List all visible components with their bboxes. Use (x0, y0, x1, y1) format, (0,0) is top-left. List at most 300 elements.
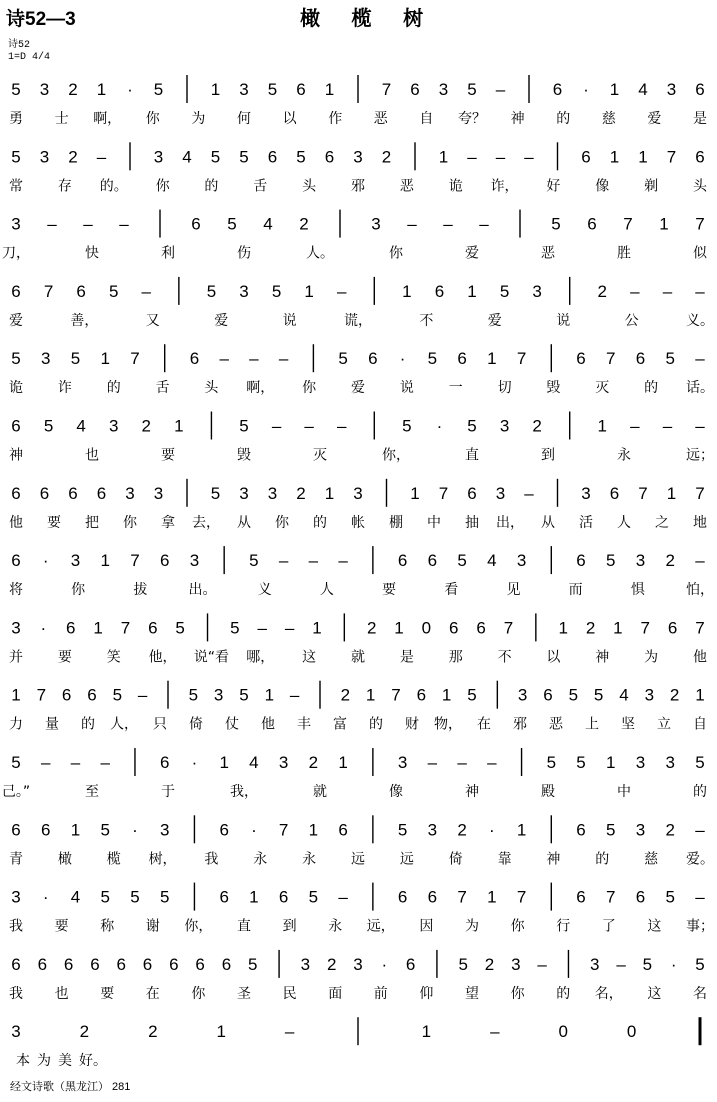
note: 7 (381, 80, 392, 99)
lyric-syllable: 爱 (351, 380, 365, 397)
note: 1 (695, 685, 705, 705)
lyric-syllable: 人 (617, 514, 631, 531)
note: 5 (606, 551, 616, 571)
lyric-syllable: 力 (9, 716, 23, 733)
lyric-syllable: 的 (369, 716, 383, 733)
lyric-syllable: 本 (16, 1053, 30, 1070)
note: 6 (39, 483, 50, 503)
lyric-syllable: 你 (510, 918, 525, 935)
note: 5 (695, 954, 705, 974)
lyric-syllable: 话。 (686, 380, 714, 397)
lyric-syllable: 称 (100, 918, 115, 935)
lyric-syllable: 爱 (214, 312, 229, 329)
note: 6 (195, 954, 205, 974)
lyric-syllable: 为 (191, 111, 206, 127)
lyric-syllable: 就 (313, 784, 327, 800)
note: 1 (304, 281, 314, 301)
lyric-syllable: 的。 (99, 178, 128, 195)
note: 3 (590, 954, 600, 974)
note: 3 (41, 349, 51, 369)
lyric-syllable: 也 (85, 447, 99, 464)
lyric-syllable: 诈， (490, 178, 519, 195)
lyric-syllable: 神 (510, 111, 525, 127)
note: 1 (394, 618, 404, 638)
lyric-syllable: 的 (556, 985, 571, 1002)
lyric-syllable: 诈 (57, 380, 72, 397)
note: 6 (581, 147, 591, 167)
lyric-syllable: 舌 (253, 178, 268, 195)
note: – (100, 753, 110, 772)
note: 7 (43, 281, 54, 301)
lyric-syllable: 我 (204, 851, 219, 868)
note: 3 (70, 551, 81, 571)
lyric-syllable: 不 (419, 312, 434, 329)
note: – (257, 618, 267, 638)
note: 2 (457, 820, 467, 840)
note: 5 (267, 80, 278, 99)
lyric-syllable: 把 (85, 514, 99, 531)
lyric-syllable: 这 (302, 649, 317, 666)
lyric-syllable: 倚 (189, 716, 203, 733)
note: 5 (43, 416, 54, 436)
note: 2 (148, 1022, 158, 1042)
note: 6 (552, 80, 563, 99)
note: 6 (695, 147, 705, 167)
note: 6 (338, 820, 348, 840)
lyric-syllable: 美 (58, 1053, 72, 1070)
lyric-syllable: 他 (9, 514, 23, 531)
lyric-syllable: 作 (328, 111, 343, 127)
note: 5 (338, 349, 348, 369)
note: 7 (516, 349, 527, 369)
lyric-syllable: 物， (434, 716, 462, 733)
lyric-syllable: 哪， (246, 649, 275, 666)
note: 6 (189, 349, 200, 369)
note: 2 (366, 618, 377, 638)
note: 2 (308, 753, 319, 772)
note: 6 (576, 551, 586, 571)
note: 1 (93, 618, 103, 638)
note: 7 (36, 685, 47, 705)
lyric-syllable: 他 (261, 716, 275, 733)
note: 6 (76, 281, 86, 301)
note: 1 (210, 80, 221, 99)
lyric-syllable: 像 (595, 178, 610, 195)
note: – (96, 147, 107, 167)
note: · (670, 954, 677, 974)
note: 3 (666, 80, 677, 99)
lyric-syllable: 直 (237, 918, 251, 935)
note: 3 (153, 483, 164, 503)
note: 6 (667, 618, 678, 638)
lyric-syllable: 他， (148, 649, 177, 666)
note: – (249, 349, 259, 369)
note: – (137, 685, 148, 705)
note: 3 (125, 483, 135, 503)
note: 2 (665, 820, 675, 840)
lyric-syllable: 我 (9, 918, 23, 935)
note: 3 (353, 483, 363, 503)
note: 3 (159, 820, 170, 840)
lyric-syllable: 灭 (595, 380, 610, 397)
note: 1 (666, 483, 677, 503)
lyric-syllable: 胜 (617, 245, 631, 262)
note: – (336, 416, 347, 436)
note: 1 (100, 349, 110, 369)
note: 5 (665, 349, 675, 369)
lyric-syllable: 远 (399, 851, 414, 868)
note: 6 (695, 80, 705, 99)
lyric-syllable: 勇 (9, 111, 23, 127)
lyric-syllable: 你， (184, 918, 213, 935)
note: 1 (613, 618, 623, 638)
note: 5 (427, 349, 438, 369)
note: 4 (182, 147, 192, 167)
note: · (42, 887, 49, 907)
song-number-label: 诗52—3 (6, 9, 76, 30)
note: 6 (397, 551, 408, 571)
lyric-syllable: 这 (647, 985, 662, 1002)
note: 5 (70, 349, 81, 369)
note: 7 (606, 349, 616, 369)
lyric-syllable: 是 (399, 649, 414, 666)
note: 5 (458, 954, 468, 974)
lyric-syllable: 为 (465, 918, 479, 935)
lyric-syllable: 人。 (306, 245, 334, 262)
lyric-syllable: 你 (155, 178, 170, 195)
lyric-syllable: 而 (568, 582, 583, 599)
lyric-syllable: 抽 (465, 514, 479, 531)
note: 3 (427, 820, 438, 840)
lyric-syllable: 倚 (448, 851, 463, 868)
note: 3 (11, 887, 21, 907)
note: 6 (609, 483, 620, 503)
lyric-syllable: 这 (647, 918, 662, 935)
lyric-syllable: 的 (595, 851, 610, 868)
note: 5 (112, 685, 123, 705)
note: 2 (597, 281, 608, 301)
note: 6 (368, 349, 378, 369)
note: 7 (130, 349, 140, 369)
note: 6 (219, 820, 229, 840)
lyric-syllable: 头 (204, 380, 219, 397)
note: 6 (576, 887, 586, 907)
lyric-syllable: 好 (546, 178, 561, 195)
note: 6 (169, 954, 179, 974)
lyric-syllable: 神 (9, 447, 23, 464)
note: 6 (278, 887, 289, 907)
note: 3 (11, 618, 21, 638)
note: 2 (68, 147, 78, 167)
note: 2 (141, 416, 152, 436)
lyric-syllable: 灭 (313, 447, 327, 464)
note: 1 (487, 349, 497, 369)
note: 5 (153, 80, 164, 99)
lyric-syllable: 从 (541, 514, 555, 531)
note: · (191, 753, 198, 772)
lyric-syllable: 看 (444, 582, 459, 599)
note: 4 (638, 80, 648, 99)
note: 6 (63, 954, 74, 974)
note: 6 (427, 887, 438, 907)
lyric-syllable: 圣 (237, 985, 251, 1002)
note: – (443, 214, 453, 234)
note: 3 (153, 147, 164, 167)
note: 1 (441, 685, 452, 705)
lyric-syllable: 远； (686, 447, 714, 464)
note: 1 (659, 214, 669, 234)
note: – (630, 281, 640, 301)
lyric-syllable: 面 (328, 985, 343, 1002)
note: 5 (308, 887, 319, 907)
note: 6 (427, 551, 438, 571)
lyric-syllable: 善， (70, 312, 99, 329)
note: 1 (487, 887, 497, 907)
note: 6 (37, 954, 48, 974)
lyric-syllable: 富 (333, 716, 347, 733)
lyric-syllable: 名， (594, 985, 623, 1002)
lyric-syllable: 要 (47, 514, 61, 531)
lyric-syllable: 神 (595, 649, 610, 666)
lyric-syllable: 你， (382, 447, 410, 464)
lyric-syllable: 舌 (155, 380, 170, 397)
note: 2 (79, 1022, 90, 1042)
note: 6 (267, 147, 278, 167)
note: 6 (11, 954, 21, 974)
note: 1 (410, 483, 420, 503)
note: 5 (467, 416, 477, 436)
note: 7 (695, 618, 705, 638)
note: 3 (371, 214, 381, 234)
note: 3 (11, 214, 21, 234)
note: 6 (576, 820, 586, 840)
lyric-syllable: 要 (54, 918, 69, 935)
song-title: 橄 榄 树 (300, 8, 426, 30)
lyric-syllable: 存 (57, 178, 72, 195)
lyric-syllable: 永 (253, 851, 268, 868)
lyric-syllable: 量 (45, 716, 59, 733)
lyric-syllable: 诡 (9, 380, 23, 397)
lyric-syllable: 神 (465, 784, 479, 800)
lyric-syllable: 快 (85, 245, 99, 262)
note: 3 (495, 483, 506, 503)
note: 5 (210, 147, 221, 167)
lyric-syllable: 剃 (644, 178, 659, 195)
lyric-syllable: 青 (9, 851, 23, 868)
note: 3 (499, 416, 510, 436)
note: 3 (353, 147, 363, 167)
note: – (630, 416, 640, 436)
lyric-syllable: 了 (601, 918, 616, 935)
lyric-syllable: 不 (497, 649, 512, 666)
lyric-syllable: 财 (405, 716, 419, 733)
lyric-syllable: 士 (54, 111, 69, 127)
note: 1 (597, 416, 608, 436)
note: 5 (248, 954, 258, 974)
lyric-syllable: 你 (389, 245, 403, 262)
lyric-syllable: 的 (81, 716, 95, 733)
note: 3 (267, 483, 278, 503)
lyric-syllable: 的 (106, 380, 121, 397)
lyric-syllable: 树， (148, 851, 177, 868)
lyric-syllable: 说 (282, 312, 297, 329)
source-footer: 经文诗歌（黑龙江） 281 (10, 1081, 131, 1093)
note: 0 (626, 1022, 637, 1042)
note: 5 (130, 887, 140, 907)
lyric-syllable: 义。 (686, 312, 714, 329)
note: 6 (296, 80, 306, 99)
note: – (524, 147, 534, 167)
lyric-syllable: 仰 (419, 985, 434, 1002)
note: 5 (665, 887, 675, 907)
note: – (308, 551, 319, 571)
note: 5 (100, 887, 110, 907)
note: 6 (159, 551, 170, 571)
lyric-syllable: 怕， (686, 582, 714, 599)
lyric-syllable: 你 (302, 380, 317, 397)
lyric-syllable: 坚 (621, 716, 635, 733)
note: 6 (221, 954, 232, 974)
note: 3 (516, 551, 527, 571)
note: 6 (543, 685, 553, 705)
lyric-syllable: 榄 (106, 851, 121, 868)
lyric-syllable: 为 (644, 649, 659, 666)
note: 5 (593, 685, 604, 705)
lyric-syllable: 因 (419, 918, 434, 935)
lyric-syllable: 爱 (647, 111, 662, 127)
note: 6 (148, 618, 158, 638)
lyric-syllable: 之 (655, 514, 669, 531)
note: – (487, 753, 497, 772)
lyric-syllable: 中 (427, 514, 441, 531)
note: 6 (11, 416, 21, 436)
note: 6 (434, 281, 445, 301)
note: 1 (264, 685, 275, 705)
note: 2 (532, 416, 542, 436)
lyric-syllable: 民 (282, 985, 297, 1002)
lyric-syllable: 也 (54, 985, 69, 1002)
note: 6 (65, 618, 76, 638)
note: 3 (239, 483, 249, 503)
note: – (695, 281, 705, 301)
note: – (141, 281, 152, 301)
note: 3 (300, 954, 311, 974)
note: 6 (11, 820, 21, 840)
note: – (524, 483, 534, 503)
lyric-syllable: 爱。 (686, 851, 714, 868)
note: 6 (159, 753, 170, 772)
note: 3 (635, 820, 646, 840)
note: 5 (239, 685, 249, 705)
lyric-syllable: 自 (419, 111, 434, 127)
lyric-syllable: 永 (328, 918, 343, 935)
lyric-syllable: 那 (448, 649, 463, 666)
note: – (336, 281, 347, 301)
note: 5 (397, 820, 408, 840)
lyric-syllable: 人 (319, 582, 334, 599)
note: – (119, 214, 129, 234)
note: – (278, 349, 289, 369)
lyric-syllable: 笑 (106, 649, 121, 666)
note: – (271, 416, 282, 436)
note: 7 (695, 214, 705, 234)
lyric-syllable: 要 (161, 447, 175, 464)
note: 6 (96, 483, 107, 503)
lyric-syllable: 义 (257, 582, 272, 599)
lyric-syllable: 地 (693, 514, 707, 531)
lyric-syllable: 出， (496, 514, 524, 531)
note: – (695, 820, 705, 840)
note: 7 (457, 887, 467, 907)
note: 1 (249, 887, 259, 907)
note: 5 (239, 416, 249, 436)
lyric-syllable: 上 (585, 716, 599, 733)
lyric-syllable: 爱 (487, 312, 502, 329)
lyric-syllable: 的 (556, 111, 571, 127)
lyric-syllable: 为 (37, 1053, 51, 1070)
note: 5 (108, 281, 119, 301)
lyric-syllable: 慈 (601, 111, 616, 127)
lyric-syllable: 在 (477, 716, 491, 733)
lyric-syllable: 毁 (237, 447, 251, 464)
note: 6 (41, 820, 51, 840)
note: · (42, 551, 49, 571)
note: 3 (517, 685, 528, 705)
note: 2 (326, 954, 337, 974)
psalm-reference: 诗52 (8, 40, 31, 51)
lyric-syllable: 人， (110, 716, 138, 733)
lyric-syllable: 的 (204, 178, 219, 195)
note: 7 (640, 618, 651, 638)
lyric-syllable: 的 (644, 380, 659, 397)
note: 1 (438, 147, 449, 167)
note: 5 (159, 887, 170, 907)
lyric-syllable: 的 (313, 514, 327, 531)
note: – (427, 753, 438, 772)
note: 1 (638, 147, 648, 167)
lyric-syllable: 望 (465, 985, 479, 1002)
note: 1 (11, 685, 21, 705)
note: 5 (642, 954, 653, 974)
note: 3 (397, 753, 408, 772)
note: 1 (606, 753, 616, 772)
lyric-syllable: 前 (373, 985, 388, 1002)
note: – (304, 416, 314, 436)
lyric-syllable: 拿 (161, 514, 175, 531)
lyric-syllable: 诡 (448, 178, 463, 195)
note: 6 (87, 685, 97, 705)
lyric-syllable: 出。 (188, 582, 217, 599)
note: · (381, 954, 388, 974)
note: 3 (239, 281, 249, 301)
note: 7 (666, 147, 677, 167)
note: 6 (11, 551, 21, 571)
lyric-syllable: 自 (693, 716, 707, 733)
lyric-syllable: 恶 (549, 716, 563, 733)
lyric-syllable: 以 (546, 649, 561, 666)
lyric-syllable: 永 (617, 447, 631, 464)
lyric-syllable: 夸？ (458, 111, 486, 127)
note: 5 (467, 685, 477, 705)
lyric-syllable: 一 (448, 380, 463, 397)
note: 3 (108, 416, 119, 436)
note: 6 (68, 483, 78, 503)
note: 6 (324, 147, 335, 167)
note: – (47, 214, 57, 234)
note: 1 (609, 147, 620, 167)
note: – (338, 887, 348, 907)
note: 3 (353, 954, 363, 974)
